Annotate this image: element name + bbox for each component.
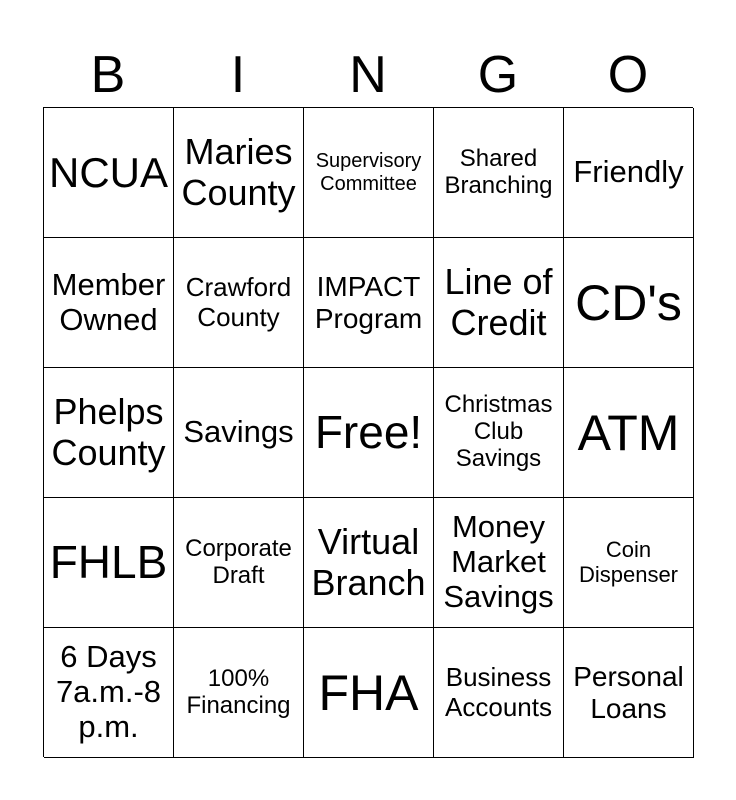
bingo-cell[interactable] xyxy=(174,368,304,498)
cell-label: Supervisory Committee xyxy=(315,150,422,195)
bingo-cell[interactable] xyxy=(174,108,304,238)
cell-label: Christmas Club Savings xyxy=(444,391,553,472)
cell-label: Savings xyxy=(183,414,294,450)
bingo-cell[interactable] xyxy=(434,108,564,238)
cell-label: Free! xyxy=(314,405,423,458)
header-letter-g: G xyxy=(477,46,519,104)
bingo-cell[interactable] xyxy=(434,368,564,498)
cell-label: Money Market Savings xyxy=(443,509,554,614)
header-letter-o: O xyxy=(607,46,649,104)
cell-label: FHA xyxy=(318,664,419,721)
bingo-cell[interactable] xyxy=(564,498,694,628)
header-letter-b: B xyxy=(90,46,126,104)
bingo-cell[interactable] xyxy=(174,498,304,628)
bingo-cell[interactable] xyxy=(44,108,174,238)
bingo-cell[interactable] xyxy=(44,368,174,498)
cell-label: Corporate Draft xyxy=(185,534,292,589)
cell-label: Business Accounts xyxy=(445,662,552,722)
bingo-cell[interactable] xyxy=(304,238,434,368)
cell-label: 100% Financing xyxy=(186,664,291,719)
bingo-cell[interactable] xyxy=(174,238,304,368)
cell-label: Phelps County xyxy=(51,391,166,473)
cell-label: Maries County xyxy=(181,131,296,213)
cell-label: Virtual Branch xyxy=(311,521,426,603)
cell-label: 6 Days 7a.m.-8 p.m. xyxy=(55,639,162,744)
cell-label: FHLB xyxy=(49,535,168,588)
cell-label: ATM xyxy=(577,404,680,461)
bingo-cell[interactable] xyxy=(174,628,304,758)
bingo-cell[interactable] xyxy=(564,238,694,368)
bingo-cell[interactable] xyxy=(304,498,434,628)
free-space[interactable] xyxy=(304,368,434,498)
bingo-cell[interactable] xyxy=(564,108,694,238)
bingo-cell[interactable] xyxy=(434,628,564,758)
bingo-cell[interactable] xyxy=(564,628,694,758)
bingo-cell[interactable] xyxy=(434,238,564,368)
bingo-cell[interactable] xyxy=(564,368,694,498)
cell-label: CD's xyxy=(575,274,682,331)
bingo-cell[interactable] xyxy=(434,498,564,628)
bingo-cell[interactable] xyxy=(44,628,174,758)
bingo-cell[interactable] xyxy=(304,108,434,238)
header-letter-i: I xyxy=(230,46,246,104)
cell-label: Shared Branching xyxy=(444,144,553,199)
bingo-cell[interactable] xyxy=(44,238,174,368)
bingo-cell[interactable] xyxy=(304,628,434,758)
header-letter-n: N xyxy=(349,46,387,104)
cell-label: Crawford County xyxy=(185,272,292,332)
cell-label: IMPACT Program xyxy=(314,271,423,334)
cell-label: Line of Credit xyxy=(444,261,553,343)
cell-label: Member Owned xyxy=(51,266,166,337)
bingo-cell[interactable] xyxy=(44,498,174,628)
bingo-header xyxy=(43,44,693,106)
cell-label: Coin Dispenser xyxy=(578,536,679,587)
cell-label: Friendly xyxy=(573,154,684,190)
cell-label: Personal Loans xyxy=(573,661,684,724)
bingo-board xyxy=(43,107,693,757)
cell-label: NCUA xyxy=(48,148,168,196)
